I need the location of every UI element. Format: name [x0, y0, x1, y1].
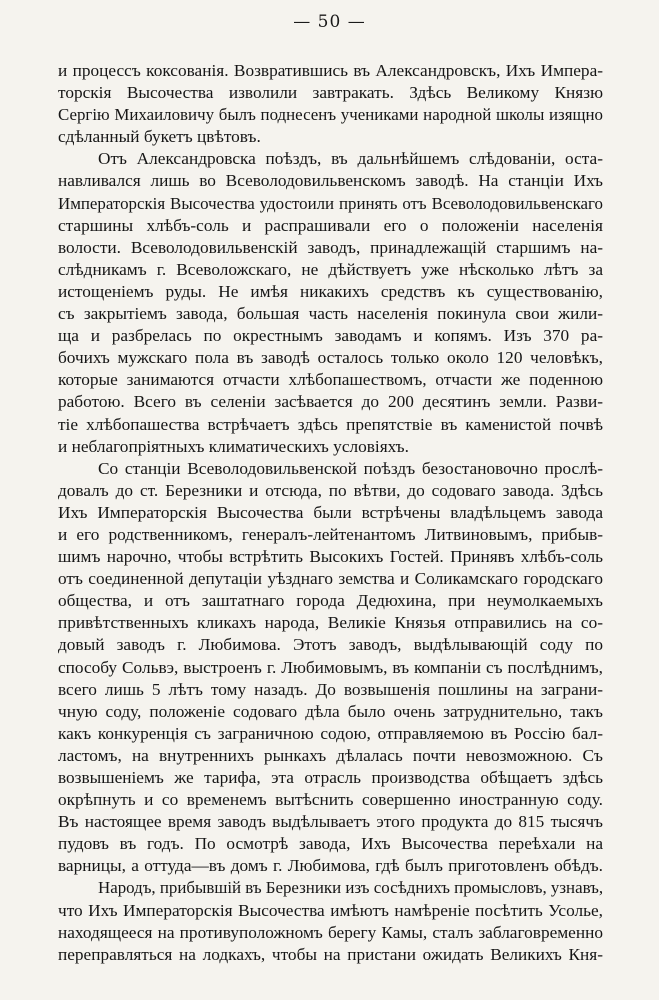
text-line: варницы, а оттуда—въ домъ г. Любимова, гдѣ былъ приготовленъ обѣдъ.	[58, 856, 603, 876]
text-line: сдѣланный букетъ цвѣтовъ.	[58, 127, 261, 147]
text-line: находящееся на противуположномъ берегу Камы, сталъ заблаговременно	[58, 922, 603, 942]
text-line: всего лишь 5 лѣтъ тому назадъ. До возвышенія пошлины на заграни-	[58, 679, 603, 699]
text-line: пудовъ въ годъ. По осмотрѣ завода, Ихъ Высочества переѣхали на	[58, 834, 603, 854]
text-line: ща и разбрелась по окрестнымъ заводамъ и копямъ. Изъ 370 ра-	[58, 326, 603, 346]
text-line: волости. Всеволодовильвенскій заводъ, принадлежащій старшимъ на-	[58, 237, 603, 257]
page-number: — 50 —	[293, 12, 366, 32]
text-line: отъ соединенной депутаціи уѣзднаго земства и Соликамскаго городскаго	[58, 569, 603, 589]
text-line: съ закрытіемъ завода, большая часть населенія покинула свои жили-	[58, 304, 603, 324]
text-line: какъ конкуренція съ заграничною содою, отправляемою въ Россію бал-	[58, 723, 603, 743]
text-line: переправляться на лодкахъ, чтобы на пристани ожидать Великихъ Кня-	[58, 944, 603, 964]
text-line: довалъ до ст. Березники и отсюда, по вѣтви, до содоваго завода. Здѣсь	[58, 480, 603, 500]
text-line: ластомъ, на внутреннихъ рынкахъ дѣлалась почти невозможною. Съ	[58, 745, 603, 765]
text-line: чную соду, положеніе содоваго дѣла было очень затруднительно, такъ	[58, 701, 603, 721]
text-line: способу Сольвэ, выстроенъ г. Любимовымъ, въ компаніи съ послѣднимъ,	[58, 657, 603, 677]
text-line: Отъ Александровска поѣздъ, въ дальнѣйшемъ слѣдованіи, оста-	[98, 149, 603, 169]
text-line: и его родственникомъ, генералъ-лейтенантомъ Литвиновымъ, прибыв-	[58, 524, 603, 544]
text-line: возвышеніемъ же тарифа, эта отрасль производства обѣщаетъ здѣсь	[58, 768, 603, 787]
text-line: Народъ, прибывшій въ Березники изъ сосѣднихъ промысловъ, узнавъ,	[98, 878, 603, 898]
text-line: что Ихъ Императорскія Высочества имѣютъ намѣреніе посѣтить Усолье,	[58, 900, 603, 920]
text-line: привѣтственныхъ кликахъ народа, Великіе Князья отправились на со-	[58, 613, 603, 633]
body-text	[58, 60, 603, 966]
text-line: навливался лишь во Всеволодовильвенскомъ заводѣ. На станціи Ихъ	[58, 171, 603, 191]
text-line: окрѣпнуть и со временемъ вытѣснить совершенно иностранную соду.	[58, 790, 603, 810]
text-line: довый заводъ г. Любимова. Этотъ заводъ, выдѣлывающій соду по	[58, 635, 603, 655]
text-line: и процессъ коксованія. Возвратившись въ Александровскъ, Ихъ Импера-	[58, 61, 603, 80]
text-line: бочихъ мужскаго пола въ заводѣ осталось только около 120 человѣкъ,	[58, 348, 603, 368]
text-line: Сергію Михаиловичу былъ поднесенъ учениками народной школы изящно	[58, 105, 603, 125]
text-line: Императорскія Высочества удостоили принять отъ Всеволодовильвенскаго	[58, 193, 603, 213]
text-line: слѣдникамъ г. Всеволожскаго, не дѣйствуетъ уже нѣсколько лѣтъ за	[58, 259, 603, 279]
text-line: истощеніемъ руды. Не имѣя никакихъ средствъ къ существованію,	[58, 281, 603, 301]
text-line: и неблагопріятныхъ климатическихъ условіяхъ.	[58, 436, 409, 456]
text-line: работою. Всего въ селеніи засѣвается до 200 десятинъ земли. Разви-	[58, 392, 603, 412]
text-line: тіе хлѣбопашества встрѣчаетъ здѣсь препятствіе въ каменистой почвѣ	[58, 414, 603, 434]
text-line: старшины хлѣбъ-соль и распрашивали его о положеніи населенія	[58, 215, 603, 235]
text-line: торскія Высочества изволили завтракать. Здѣсь Великому Князю	[58, 83, 603, 103]
text-line: Въ настоящее время заводъ выдѣлываетъ этого продукта до 815 тысячъ	[58, 812, 603, 832]
text-line: которые занимаются отчасти хлѣбопашествомъ, отчасти же поденною	[58, 370, 603, 390]
text-line: шимъ нарочно, чтобы встрѣтить Высокихъ Гостей. Принявъ хлѣбъ-соль	[58, 547, 603, 567]
text-line: Ихъ Императорскія Высочества были встрѣчены владѣльцемъ завода	[58, 502, 603, 522]
text-line: общества, и отъ заштатнаго города Дедюхина, при неумолкаемыхъ	[58, 591, 603, 611]
text-line: Со станціи Всеволодовильвенской поѣздъ безостановочно прослѣ-	[98, 458, 603, 478]
